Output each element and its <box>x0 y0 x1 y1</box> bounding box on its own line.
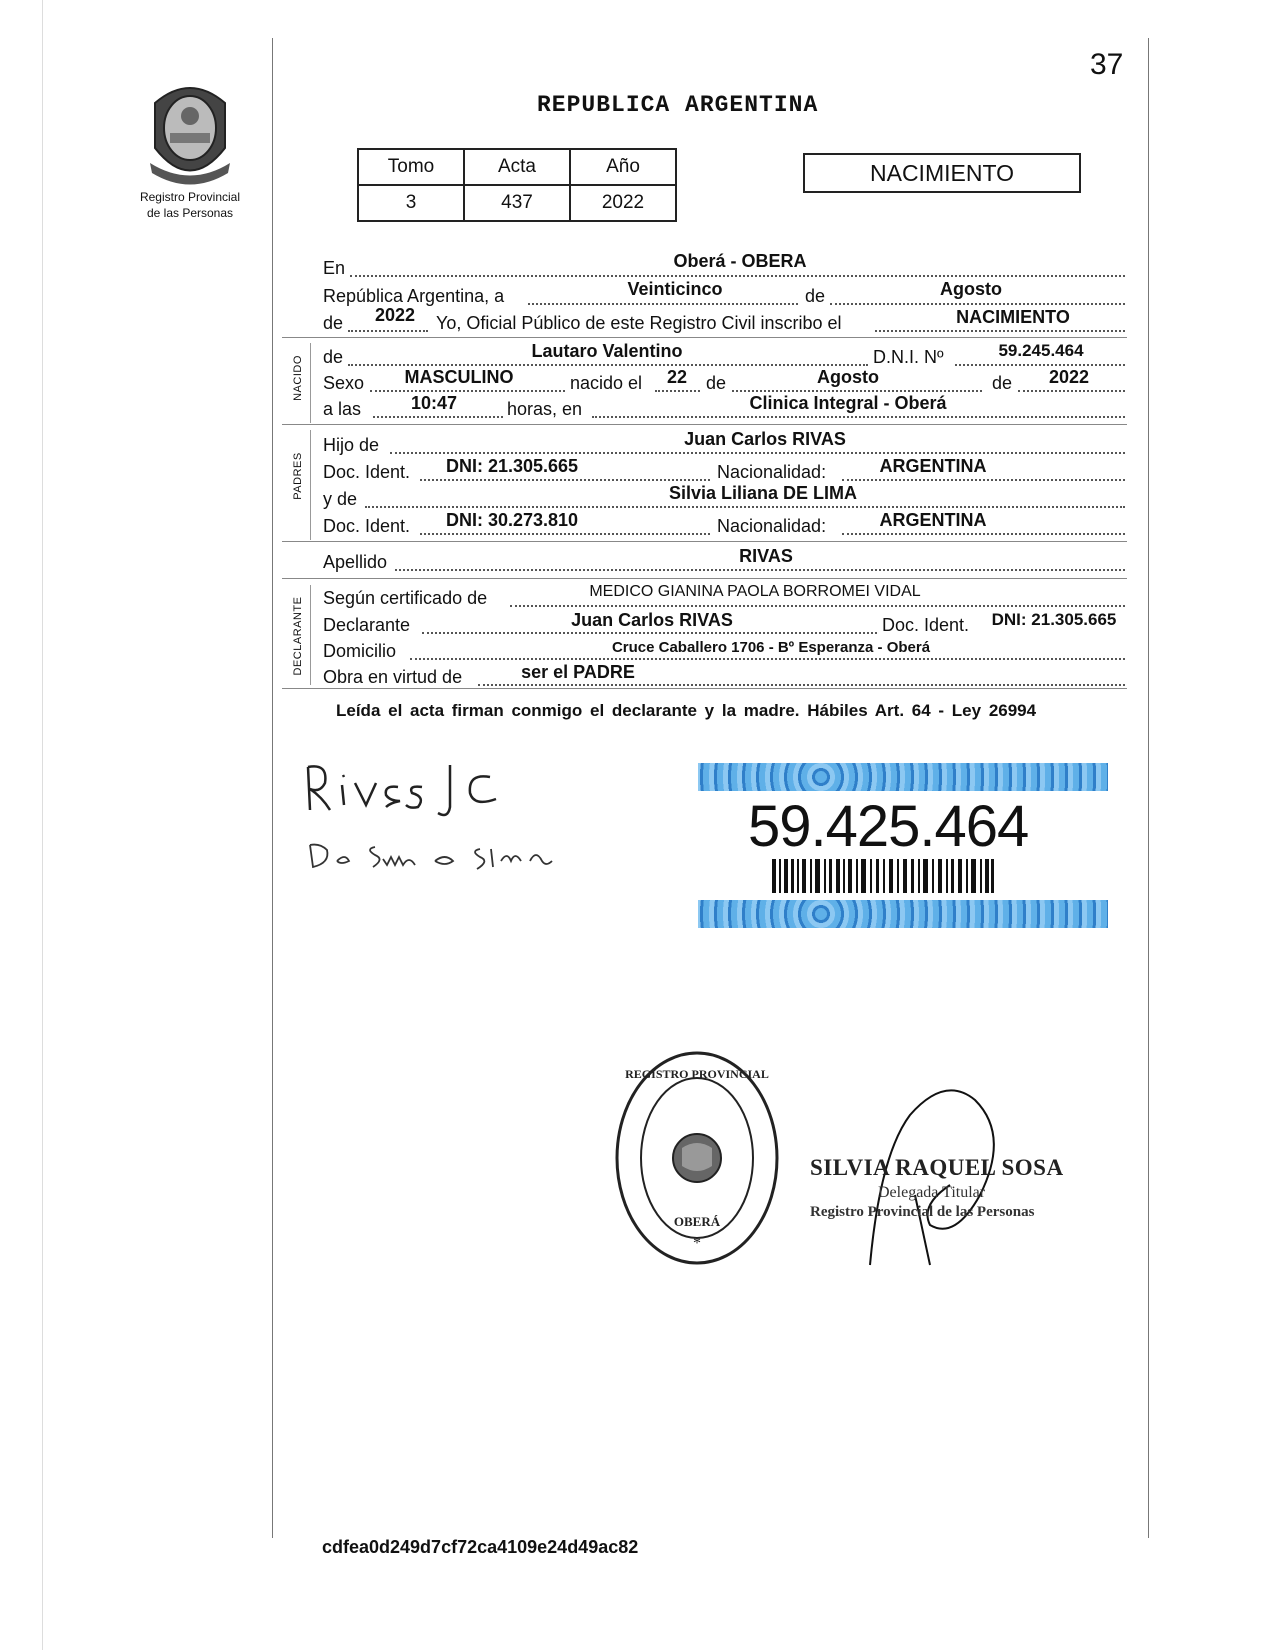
dotline <box>1018 390 1125 392</box>
dotline <box>350 275 1125 277</box>
divider <box>310 430 311 540</box>
signature-madre <box>305 835 575 880</box>
table-header-acta: Acta <box>464 149 570 185</box>
official-role: Delegada Titular <box>878 1184 986 1201</box>
dotline <box>348 330 428 332</box>
value-mes-nac: Agosto <box>817 367 879 387</box>
dotline <box>528 303 798 305</box>
value-lugar: Oberá - OBERA <box>673 251 807 271</box>
closing-text: Leída el acta firman conmigo el declarante y la madre. Hábiles Art. 64 - Ley 26994 <box>336 701 1037 720</box>
value-declarante: Juan Carlos RIVAS <box>571 610 733 630</box>
dotline <box>420 533 710 535</box>
registry-oval-stamp <box>612 1048 782 1268</box>
value-dni: 59.245.464 <box>998 341 1084 360</box>
table-value-tomo: 3 <box>358 185 464 221</box>
value-mes: Agosto <box>940 279 1002 299</box>
divider <box>310 343 311 423</box>
misiones-coat-of-arms-logo <box>140 78 240 188</box>
label-de-3: de <box>323 347 344 367</box>
label-nacionalidad-padre: Nacionalidad: <box>717 462 827 482</box>
value-dia-letras: Veinticinco <box>627 279 723 299</box>
doc-type-box: NACIMIENTO <box>803 153 1081 193</box>
logo-caption-line1: Registro Provincial <box>139 190 241 204</box>
svg-text:OBERÁ: OBERÁ <box>673 1214 721 1229</box>
label-de-1: de <box>805 286 826 306</box>
label-hijo-de: Hijo de <box>323 435 380 455</box>
dotline <box>655 390 700 392</box>
separator <box>282 578 1127 579</box>
signature-declarante <box>300 755 530 825</box>
label-de-2: de <box>323 313 344 333</box>
value-madre-nac: ARGENTINA <box>879 510 987 530</box>
label-horas-en: horas, en <box>507 399 583 419</box>
dotline <box>373 416 503 418</box>
dotline <box>410 658 1125 660</box>
official-name: SILVIA RAQUEL SOSA <box>810 1155 1064 1180</box>
divider <box>310 585 311 685</box>
label-a-las: a las <box>323 399 362 419</box>
id-label-bottom-stripe <box>698 900 1108 928</box>
separator <box>282 424 1127 425</box>
label-nacionalidad-madre: Nacionalidad: <box>717 516 827 536</box>
left-margin-line <box>272 38 273 1538</box>
section-label-padres: PADRES <box>292 452 304 500</box>
value-anio-nac: 2022 <box>1048 367 1090 387</box>
table-value-anio: 2022 <box>570 185 676 221</box>
value-anio: 2022 <box>374 305 416 325</box>
value-hora: 10:47 <box>410 393 458 413</box>
label-y-de: y de <box>323 489 358 509</box>
value-nombre: Lautaro Valentino <box>531 341 683 361</box>
label-sexo: Sexo <box>323 373 365 393</box>
label-apellido: Apellido <box>323 552 388 572</box>
dotline <box>420 479 710 481</box>
value-declarante-doc: DNI: 21.305.665 <box>991 610 1117 629</box>
value-obra: ser el PADRE <box>521 662 635 682</box>
value-domicilio: Cruce Caballero 1706 - Bº Esperanza - Oberá <box>611 639 931 656</box>
separator <box>282 337 1127 338</box>
label-doc-ident-madre: Doc. Ident. <box>323 516 411 536</box>
logo-caption-line2: de las Personas <box>146 206 234 220</box>
value-lugar-nac: Clinica Integral - Oberá <box>749 393 947 413</box>
section-label-nacido: NACIDO <box>292 355 304 401</box>
dotline <box>395 569 1125 571</box>
value-sexo: MASCULINO <box>404 367 514 387</box>
value-madre-doc: DNI: 30.273.810 <box>445 510 579 530</box>
label-doc-ident-padre: Doc. Ident. <box>323 462 411 482</box>
dotline <box>830 303 1125 305</box>
left-page-edge <box>42 0 43 1650</box>
right-margin-line <box>1148 38 1149 1538</box>
separator <box>282 688 1127 689</box>
dotline <box>365 506 1125 508</box>
separator <box>282 541 1127 542</box>
dotline <box>348 364 868 366</box>
official-office: Registro Provincial de las Personas <box>810 1204 1035 1220</box>
dotline <box>478 684 1125 686</box>
label-dni: D.N.I. Nº <box>873 347 944 367</box>
label-domicilio: Domicilio <box>323 641 397 661</box>
label-declarante: Declarante <box>323 615 411 635</box>
registry-table <box>357 148 677 222</box>
dotline <box>592 416 1125 418</box>
label-en: En <box>323 258 346 278</box>
label-obra: Obra en virtud de <box>323 667 463 687</box>
value-padre-doc: DNI: 21.305.665 <box>445 456 579 476</box>
svg-text:REGISTRO PROVINCIAL: REGISTRO PROVINCIAL <box>625 1067 769 1081</box>
dotline <box>842 479 1125 481</box>
dotline <box>955 364 1125 366</box>
table-header-tomo: Tomo <box>358 149 464 185</box>
dotline <box>875 330 1125 332</box>
value-padre-nac: ARGENTINA <box>879 456 987 476</box>
value-dia-nac: 22 <box>666 367 688 387</box>
label-de-5: de <box>992 373 1013 393</box>
label-segun: Según certificado de <box>323 588 488 608</box>
page-number: 37 <box>1090 48 1124 81</box>
document-title: REPUBLICA ARGENTINA <box>537 92 819 118</box>
label-de-4: de <box>706 373 727 393</box>
section-label-declarante: DECLARANTE <box>292 596 304 676</box>
value-apellido: RIVAS <box>739 546 793 566</box>
document-hash: cdfea0d249d7cf72ca4109e24d49ac82 <box>322 1537 639 1557</box>
label-nacido-el: nacido el <box>570 373 643 393</box>
dotline <box>370 390 565 392</box>
label-republica: República Argentina, a <box>323 286 505 306</box>
svg-text:*: * <box>693 1235 701 1252</box>
label-yo: Yo, Oficial Público de este Registro Civil inscribo el <box>436 313 842 333</box>
barcode <box>772 859 994 893</box>
dotline <box>732 390 982 392</box>
dotline <box>842 533 1125 535</box>
label-doc-ident-declarante: Doc. Ident. <box>882 615 970 635</box>
value-madre: Silvia Liliana DE LIMA <box>668 483 858 503</box>
table-value-acta: 437 <box>464 185 570 221</box>
id-label-number: 59.425.464 <box>748 794 1029 859</box>
dotline <box>510 605 1125 607</box>
value-certificado: MEDICO GIANINA PAOLA BORROMEI VIDAL <box>589 583 921 600</box>
value-padre: Juan Carlos RIVAS <box>684 429 846 449</box>
value-acto: NACIMIENTO <box>956 307 1070 327</box>
id-label-top-stripe <box>698 763 1108 791</box>
dotline <box>422 632 877 634</box>
dotline <box>390 452 1125 454</box>
table-header-anio: Año <box>570 149 676 185</box>
